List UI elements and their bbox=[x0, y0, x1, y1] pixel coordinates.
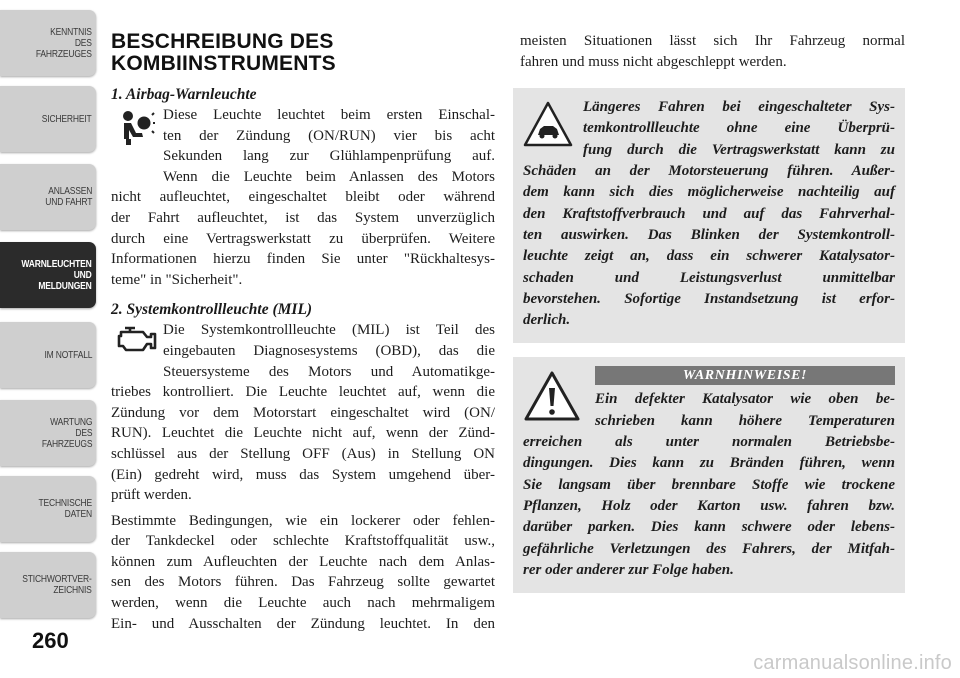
text-line: Steuersysteme des Motors und Automatikge- bbox=[163, 363, 495, 380]
text-line: Sie langsam über brennbare Stoffe wie trockene bbox=[523, 476, 895, 493]
text-line: leuchte zeigt an, dass ein schwerer Katalysator- bbox=[523, 248, 895, 265]
chapter-tabs bbox=[0, 0, 96, 630]
tab-im-notfall[interactable] bbox=[0, 322, 96, 388]
tab-label: KENNTNIS DES FAHRZEUGES bbox=[36, 26, 92, 60]
text-line: ten der Zündung (ON/RUN) vier bis acht bbox=[163, 127, 495, 144]
airbag-text-indented bbox=[163, 105, 495, 187]
tab-label: ANLASSEN UND FAHRT bbox=[45, 186, 92, 208]
text-line: eingebauten Diagnosesystems (OBD), das die bbox=[163, 342, 495, 359]
tab-label: STICHWORTVER- ZEICHNIS bbox=[22, 574, 92, 596]
text-line: Schäden an der Motorsteuerung führen. Außer- bbox=[523, 163, 895, 180]
text-line: Zündung vor dem Motorstart eingeschaltet wird (ON/ bbox=[111, 404, 495, 421]
tab-kenntnis-des-fahrzeuges[interactable] bbox=[0, 10, 96, 76]
text-line: dingungen. Dies kann zu Bränden führen, wenn bbox=[523, 455, 895, 472]
text-line: Diese Leuchte leuchtet beim ersten Einschal- bbox=[163, 107, 495, 123]
tab-label: TECHNISCHE DATEN bbox=[38, 498, 92, 520]
warning-box bbox=[513, 357, 905, 593]
text-line: Längeres Fahren bei eingeschalteter Sys- bbox=[583, 99, 895, 116]
warning-triangle-icon bbox=[523, 366, 595, 432]
tab-warnleuchten-und-meldungen[interactable] bbox=[0, 242, 96, 308]
text-line: schrieben kann höhere Temperaturen bbox=[595, 412, 895, 429]
caution-text-top bbox=[583, 97, 895, 161]
car-caution-icon bbox=[523, 97, 583, 161]
warning-box-header bbox=[523, 366, 895, 432]
text-line: ten auswirken. Das Blinken der Systemkontroll- bbox=[523, 226, 895, 243]
tab-technische-daten[interactable] bbox=[0, 476, 96, 542]
mil-text-indented bbox=[163, 320, 495, 382]
caution-box bbox=[513, 88, 905, 343]
text-line: derlich. bbox=[523, 312, 571, 329]
warning-text-top bbox=[595, 389, 895, 432]
text-line: triebes kontrolliert. Die Leuchte leuchtet auf, wenn die bbox=[111, 384, 495, 401]
tab-label: IM NOTFALL bbox=[44, 349, 92, 361]
mil-text bbox=[111, 382, 495, 506]
text-line: durch eine Vertragswerkstatt zu überprüfen. Weitere bbox=[111, 230, 495, 247]
text-line: schaden und Leistungsverlust unmittelbar bbox=[523, 269, 895, 286]
tab-label: SICHERHEIT bbox=[42, 113, 92, 125]
text-line: erreichen als unter normalen Betriebsbe- bbox=[523, 434, 895, 451]
text-line: (Ein) gedreht wird, muss das System umgehend über- bbox=[111, 466, 495, 483]
text-line: nicht aufleuchtet, eingeschaltet bleibt oder während bbox=[111, 189, 495, 206]
text-line: meisten Situationen lässt sich Ihr Fahrzeug normal bbox=[520, 33, 905, 49]
text-line: den Kraftstoffverbrauch und auf das Fahrverhal- bbox=[523, 205, 895, 222]
tab-wartung-des-fahrzeugs[interactable] bbox=[0, 400, 96, 466]
text-line: Wenn die Leuchte beim Anlassen des Motors bbox=[163, 168, 495, 185]
text-line: Ein- und Ausschalten der Zündung leuchtet. In den bbox=[111, 615, 495, 632]
text-line: darüber parken. Dies kann schwere oder lebens- bbox=[523, 519, 895, 536]
text-line: teme" in "Sicherheit". bbox=[111, 271, 243, 288]
heading-line: KOMBIINSTRUMENTS bbox=[111, 52, 336, 75]
text-line: rer oder anderer zur Folge haben. bbox=[523, 561, 734, 578]
text-line: können zum Aufleuchten der Leuchte nach dem Anlas- bbox=[111, 553, 495, 570]
airbag-item bbox=[111, 105, 495, 187]
text-line: Bestimmte Bedingungen, wie ein lockerer oder fehlen- bbox=[111, 512, 495, 529]
text-line: der Fahrt aufleuchtet, ist das System unverzüglich bbox=[111, 209, 495, 226]
text-line: dem kann sich dies möglicherweise nachteilig auf bbox=[523, 184, 895, 201]
caution-box-header bbox=[523, 97, 895, 161]
mil-item bbox=[111, 320, 495, 382]
airbag-text bbox=[111, 187, 495, 290]
tab-label: WARTUNG DES FAHRZEUGS bbox=[41, 416, 92, 450]
left-column bbox=[111, 31, 495, 634]
text-line: der Tankdeckel oder schlechte Kraftstoffqualität usw., bbox=[111, 533, 495, 550]
text-line: schlüssel aus der Stellung OFF (Aus) in Stellung ON bbox=[111, 445, 495, 462]
text-line: prüft werden. bbox=[111, 487, 192, 504]
warning-text bbox=[523, 432, 895, 581]
text-line: fahren und muss nicht abgeschleppt werden. bbox=[520, 53, 787, 70]
right-column bbox=[513, 31, 905, 593]
text-line: Sekunden lang zur Glühlampenprüfung auf. bbox=[163, 148, 495, 165]
text-line: sen des Motors führen. Das Fahrzeug sollte gewartet bbox=[111, 574, 495, 591]
text-line: Pflanzen, Holz oder Karton usw. fahren bzw. bbox=[523, 497, 895, 514]
item-title-airbag: 1. Airbag-Warnleuchte bbox=[111, 86, 257, 103]
section-heading bbox=[111, 31, 495, 75]
item-title-mil: 2. Systemkontrollleuchte (MIL) bbox=[111, 301, 313, 319]
text-line: fung durch die Vertragswerkstatt kann zu bbox=[583, 141, 895, 158]
text-line: Informationen hierzu finden Sie unter "Rückhaltesys- bbox=[111, 251, 495, 268]
tab-anlassen-und-fahrt[interactable] bbox=[0, 164, 96, 230]
tab-stichwortverzeichnis[interactable] bbox=[0, 552, 96, 618]
airbag-warning-icon bbox=[111, 105, 163, 187]
engine-check-icon bbox=[111, 320, 163, 382]
watermark: carmanualsonline.info bbox=[753, 652, 952, 674]
page-number: 260 bbox=[32, 628, 69, 653]
text-line: temkontrollleuchte ohne eine Überprü- bbox=[583, 120, 895, 137]
conditions-text bbox=[111, 511, 495, 635]
warning-label: WARNHINWEISE! bbox=[595, 366, 895, 385]
caution-text bbox=[523, 161, 895, 331]
text-line: bevorstehen. Sofortige Instandsetzung ist erfor- bbox=[523, 290, 895, 307]
tab-label: WARNLEUCHTEN UND MELDUNGEN bbox=[21, 258, 92, 292]
continued-text bbox=[513, 31, 905, 72]
tab-sicherheit[interactable] bbox=[0, 86, 96, 152]
text-line: werden, wenn die Leuchte auch nach mehrmaligem bbox=[111, 595, 495, 612]
text-line: Die Systemkontrollleuchte (MIL) ist Teil des bbox=[163, 322, 495, 339]
heading-line: BESCHREIBUNG DES bbox=[111, 30, 334, 53]
text-line: RUN). Leuchtet die Leuchte nicht auf, wenn der Zünd- bbox=[111, 425, 495, 442]
text-line: gefährliche Verletzungen des Fahrers, der Mitfah- bbox=[523, 540, 895, 557]
text-line: Ein defekter Katalysator wie oben be- bbox=[595, 391, 895, 408]
